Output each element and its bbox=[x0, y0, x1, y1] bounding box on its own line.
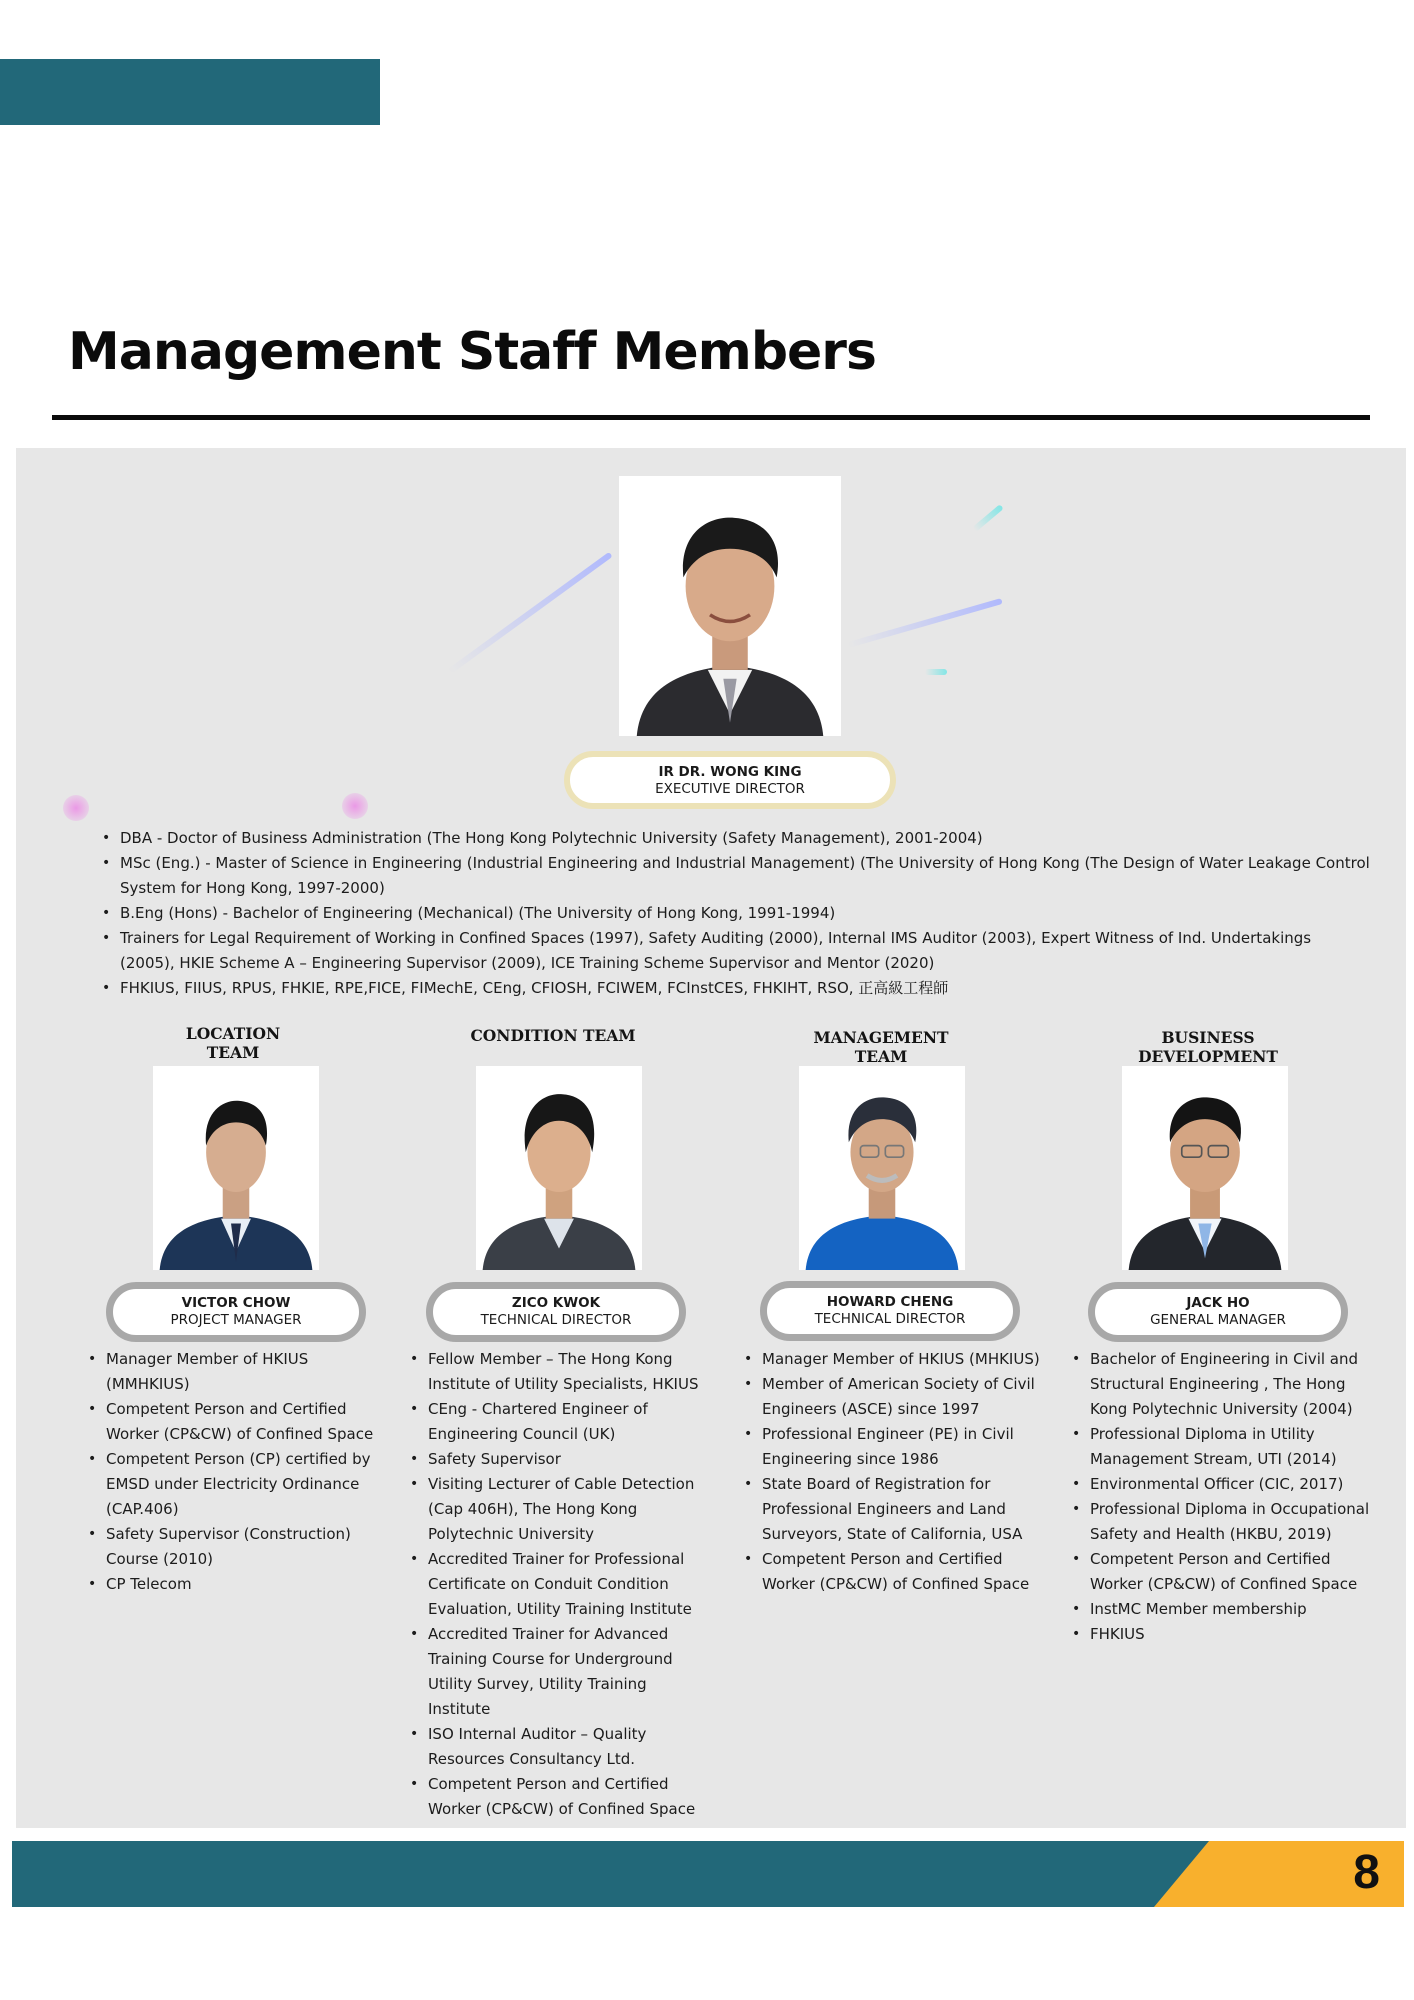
team-heading-line: TEAM bbox=[206, 1043, 260, 1062]
list-item: • Member of American Society of Civil Engineers (ASCE) since 1997 bbox=[742, 1372, 1042, 1422]
list-item: • Trainers for Legal Requirement of Working in Confined Spaces (1997), Safety Auditing (2000), Internal IMS Auditor (2003), Expert Witness of Ind. Undertakings (2005), HKIE Scheme A – Engineering Supervisor (2009), ICE Training Scheme Supervisor and Mentor (2020) bbox=[100, 926, 1370, 976]
list-item: • Professional Engineer (PE) in Civil Engineering since 1986 bbox=[742, 1422, 1042, 1472]
list-item: • Visiting Lecturer of Cable Detection (Cap 406H), The Hong Kong Polytechnic University bbox=[408, 1472, 708, 1547]
team-heading-line: TEAM bbox=[854, 1047, 908, 1066]
team-member-name: ZICO KWOK bbox=[511, 1295, 601, 1311]
list-item: • State Board of Registration for Professional Engineers and Land Surveyors, State of California, USA bbox=[742, 1472, 1042, 1547]
title-divider bbox=[52, 415, 1370, 420]
list-item: • Professional Diploma in Utility Management Stream, UTI (2014) bbox=[1070, 1422, 1382, 1472]
list-item: • Fellow Member – The Hong Kong Institute of Utility Specialists, HKIUS bbox=[408, 1347, 708, 1397]
list-item: • FHKIUS, FIIUS, RPUS, FHKIE, RPE,FICE, FIMechE, CEng, CFIOSH, FCIWEM, FCInstCES, FHKIHT, RSO, 正高級工程師 bbox=[100, 976, 1370, 1001]
page-title: Management Staff Members bbox=[68, 322, 876, 382]
decorative-glow bbox=[63, 795, 89, 821]
team-heading-line: CONDITION TEAM bbox=[470, 1026, 636, 1045]
team-member-name: VICTOR CHOW bbox=[181, 1295, 291, 1311]
list-item: • DBA - Doctor of Business Administration (The Hong Kong Polytechnic University (Safety Management), 2001-2004) bbox=[100, 826, 1370, 851]
team-heading-location bbox=[148, 1024, 318, 1062]
team-heading-line: MANAGEMENT bbox=[813, 1028, 949, 1047]
list-item: • Manager Member of HKIUS (MHKIUS) bbox=[742, 1347, 1042, 1372]
howard-cheng-credentials-list bbox=[742, 1347, 1042, 1597]
executive-name: IR DR. WONG KING bbox=[658, 764, 802, 780]
header-accent-bar bbox=[0, 59, 380, 125]
list-item: • Professional Diploma in Occupational Safety and Health (HKBU, 2019) bbox=[1070, 1497, 1382, 1547]
list-item: • Competent Person and Certified Worker (CP&CW) of Confined Space bbox=[1070, 1547, 1382, 1597]
page-number: 8 bbox=[1353, 1846, 1380, 1899]
list-item: • Manager Member of HKIUS (MMHKIUS) bbox=[86, 1347, 381, 1397]
executive-name-badge bbox=[564, 751, 896, 809]
executive-portrait bbox=[619, 476, 841, 736]
team-heading-line: DEVELOPMENT bbox=[1138, 1047, 1278, 1066]
howard-cheng-name-badge bbox=[760, 1281, 1020, 1341]
list-item: • FHKIUS bbox=[1070, 1622, 1382, 1647]
team-member-name: HOWARD CHENG bbox=[826, 1294, 954, 1310]
howard-cheng-portrait bbox=[799, 1066, 965, 1270]
list-item: • Accredited Trainer for Advanced Training Course for Underground Utility Survey, Utility Training Institute bbox=[408, 1622, 708, 1722]
zico-kwok-name-badge bbox=[426, 1282, 686, 1342]
footer-bar bbox=[12, 1841, 1404, 1907]
list-item: • Safety Supervisor bbox=[408, 1447, 708, 1472]
team-heading-line: LOCATION bbox=[185, 1024, 281, 1043]
executive-credentials-list bbox=[100, 826, 1370, 1001]
team-member-role: PROJECT MANAGER bbox=[170, 1311, 302, 1328]
zico-kwok-credentials-list bbox=[408, 1347, 708, 1822]
list-item: • ISO Internal Auditor – Quality Resources Consultancy Ltd. bbox=[408, 1722, 708, 1772]
team-heading-management bbox=[796, 1028, 966, 1066]
decorative-glow bbox=[342, 793, 368, 819]
list-item: • MSc (Eng.) - Master of Science in Engineering (Industrial Engineering and Industrial Management) (The University of Hong Kong (The Design of Water Leakage Control System for Hong Kong, 1997-2000) bbox=[100, 851, 1370, 901]
list-item: • Bachelor of Engineering in Civil and Structural Engineering , The Hong Kong Polytechnic University (2004) bbox=[1070, 1347, 1382, 1422]
decorative-streak bbox=[925, 669, 947, 675]
list-item: • Competent Person and Certified Worker (CP&CW) of Confined Space bbox=[86, 1397, 381, 1447]
executive-role: EXECUTIVE DIRECTOR bbox=[655, 780, 805, 797]
zico-kwok-portrait bbox=[476, 1066, 642, 1270]
list-item: • Competent Person (CP) certified by EMSD under Electricity Ordinance (CAP.406) bbox=[86, 1447, 381, 1522]
jack-ho-name-badge bbox=[1088, 1282, 1348, 1342]
team-heading-business-development bbox=[1123, 1028, 1293, 1066]
team-member-role: TECHNICAL DIRECTOR bbox=[814, 1310, 966, 1327]
victor-chow-portrait bbox=[153, 1066, 319, 1270]
team-member-role: GENERAL MANAGER bbox=[1150, 1311, 1286, 1328]
team-member-name: JACK HO bbox=[1186, 1295, 1250, 1311]
jack-ho-portrait bbox=[1122, 1066, 1288, 1270]
team-heading-line: BUSINESS bbox=[1161, 1028, 1255, 1047]
list-item: • Competent Person and Certified Worker (CP&CW) of Confined Space bbox=[408, 1772, 708, 1822]
team-member-role: TECHNICAL DIRECTOR bbox=[480, 1311, 632, 1328]
list-item: • Accredited Trainer for Professional Certificate on Conduit Condition Evaluation, Utility Training Institute bbox=[408, 1547, 708, 1622]
list-item: • CEng - Chartered Engineer of Engineering Council (UK) bbox=[408, 1397, 708, 1447]
list-item: • CP Telecom bbox=[86, 1572, 381, 1597]
list-item: • Safety Supervisor (Construction) Course (2010) bbox=[86, 1522, 381, 1572]
list-item: • Environmental Officer (CIC, 2017) bbox=[1070, 1472, 1382, 1497]
victor-chow-name-badge bbox=[106, 1282, 366, 1342]
list-item: • InstMC Member membership bbox=[1070, 1597, 1382, 1622]
list-item: • Competent Person and Certified Worker (CP&CW) of Confined Space bbox=[742, 1547, 1042, 1597]
jack-ho-credentials-list bbox=[1070, 1347, 1382, 1647]
victor-chow-credentials-list bbox=[86, 1347, 381, 1597]
list-item: • B.Eng (Hons) - Bachelor of Engineering (Mechanical) (The University of Hong Kong, 1991-1994) bbox=[100, 901, 1370, 926]
team-heading-condition bbox=[468, 1026, 638, 1045]
